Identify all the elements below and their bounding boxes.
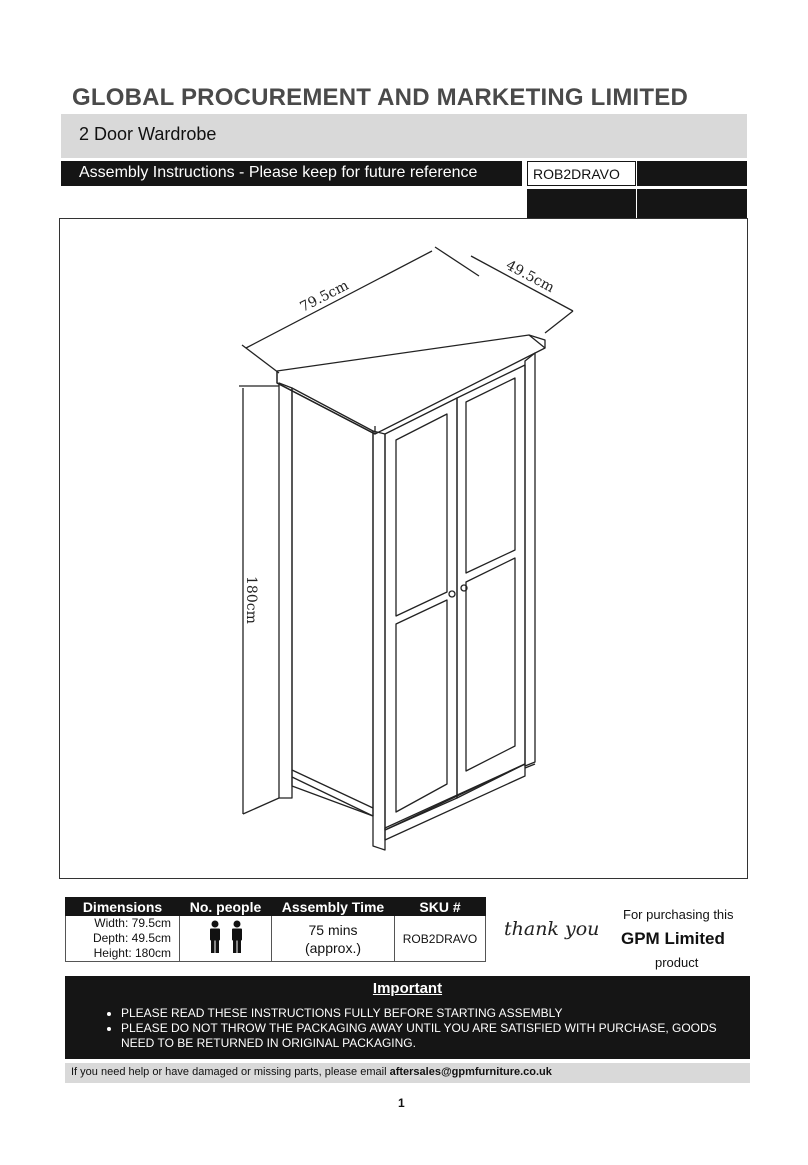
thanks-brand: GPM Limited <box>621 929 725 948</box>
dimensions-header: Dimensions <box>66 898 180 916</box>
product-code: ROB2DRAVO <box>533 166 620 182</box>
thank-you-script: thank you <box>504 918 600 940</box>
sku-header: SKU # <box>395 898 486 916</box>
product-name: 2 Door Wardrobe <box>79 124 217 144</box>
important-item: • PLEASE DO NOT THROW THE PACKAGING AWAY UNTIL YOU ARE SATISFIED WITH PURCHASE, GOODS NEED TO BE RETURNED IN ORIGINAL PACKAGING. <box>121 1021 721 1051</box>
help-text <box>71 1066 552 1078</box>
assembly-time-cell <box>272 916 395 962</box>
depth-dimension-label: 49.5cm <box>503 257 557 297</box>
important-list <box>105 1006 721 1051</box>
page-number: 1 <box>398 1096 405 1110</box>
sku-value: ROB2DRAVO <box>395 916 486 962</box>
company-title: GLOBAL PROCUREMENT AND MARKETING LIMITED <box>72 84 688 111</box>
assembly-time-note: (approx.) <box>304 939 362 956</box>
wardrobe-drawing <box>59 218 748 879</box>
important-item: • PLEASE READ THESE INSTRUCTIONS FULLY BEFORE STARTING ASSEMBLY <box>121 1006 721 1021</box>
width-value: Width: 79.5cm <box>94 916 171 930</box>
assembly-time-value: 75 mins <box>308 921 358 938</box>
thanks-line-1: For purchasing this <box>623 907 734 922</box>
people-cell <box>180 916 272 962</box>
left-knob <box>449 591 455 597</box>
height-value: Height: 180cm <box>93 946 171 960</box>
header-blank-cell <box>637 189 747 218</box>
header-blank-cell <box>527 189 636 218</box>
info-table <box>65 897 486 962</box>
width-dimension-label: 79.5cm <box>297 277 352 316</box>
people-header: No. people <box>180 898 272 916</box>
depth-value: Depth: 49.5cm <box>92 931 171 945</box>
dimensions-cell <box>66 916 180 962</box>
two-people-icon <box>204 920 248 954</box>
height-dimension-label: 180cm <box>243 576 259 624</box>
important-box <box>65 976 750 1059</box>
important-title: Important <box>372 980 443 997</box>
thanks-line-3: product <box>655 955 699 970</box>
assembly-time-header: Assembly Time <box>272 898 395 916</box>
help-prefix: If you need help or have damaged or missing parts, please email <box>71 1066 390 1078</box>
wardrobe-left-side <box>279 383 292 798</box>
wardrobe-top <box>277 335 545 434</box>
instructions-text: Assembly Instructions - Please keep for future reference <box>79 164 478 181</box>
help-email[interactable]: aftersales@gpmfurniture.co.uk <box>389 1066 552 1078</box>
header-blank-cell <box>637 161 747 186</box>
